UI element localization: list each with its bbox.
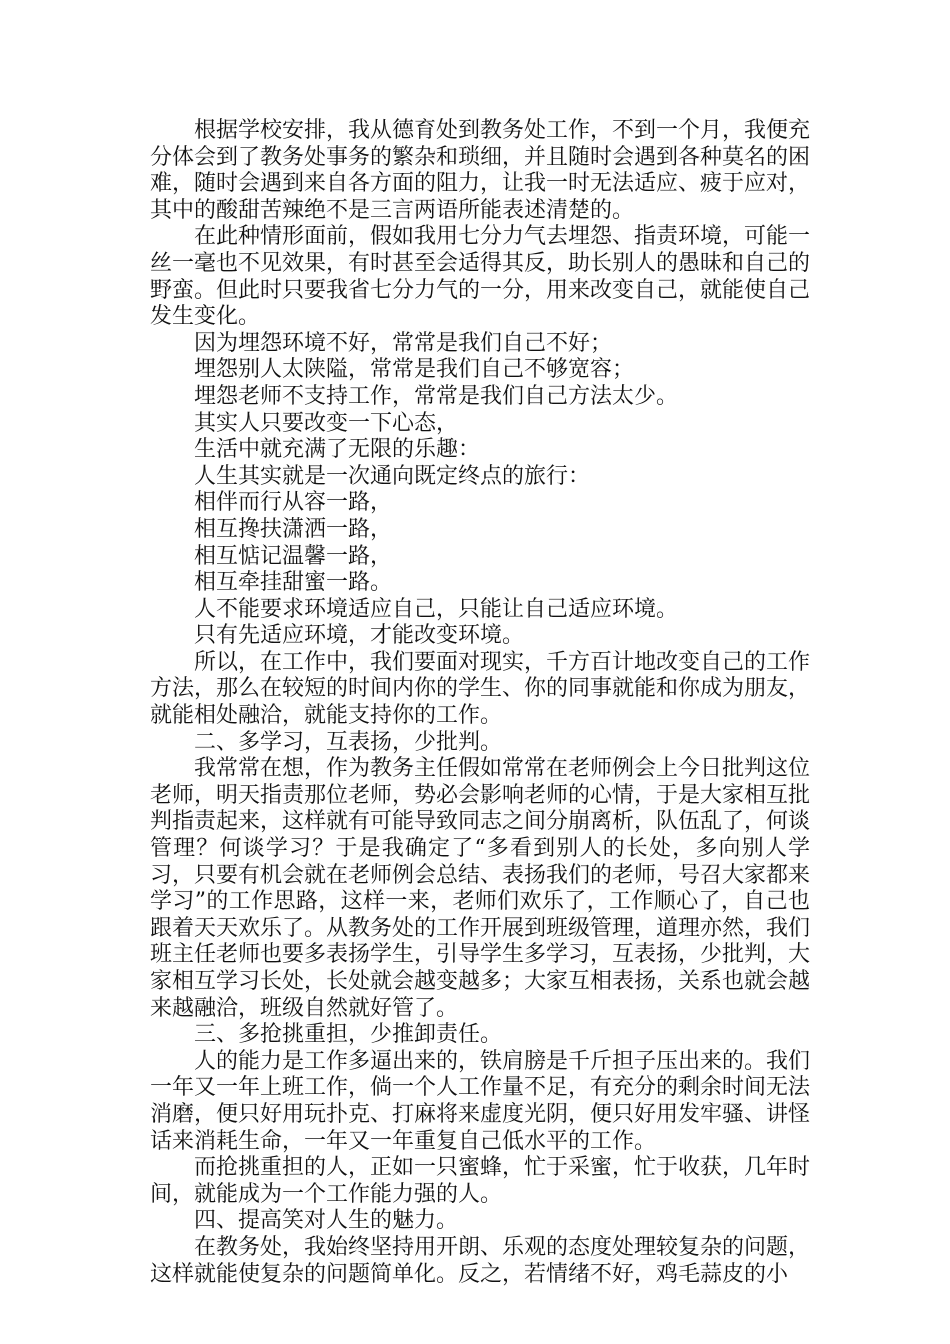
section-heading: 二、多学习，互表扬，少批判。: [194, 729, 503, 755]
paragraph: 人的能力是工作多逼出来的，铁肩膀是千斤担子压出来的。我们一年又一年上班工作，倘一个人工作量不足，有充分的剩余时间无法消磨，便只好用玩扑克、打麻将来虚度光阴，便只好用发牢骚、讲怪话来消耗生命，一年又一年重复自己低水平的工作。: [150, 1048, 811, 1154]
paragraph: 只有先适应环境，才能改变环境。: [194, 623, 525, 649]
section-heading: 四、提高笑对人生的魅力。: [194, 1208, 459, 1234]
paragraph: 人生其实就是一次通向既定终点的旅行：: [194, 463, 591, 489]
paragraph: 根据学校安排，我从德育处到教务处工作，不到一个月，我便充分体会到了教务处事务的繁杂和琐细，并且随时会遇到各种莫名的困难，随时会遇到来自各方面的阻力，让我一时无法适应、疲于应对，其中的酸甜苦辣绝不是三言两语所能表述清楚的。: [150, 118, 811, 223]
paragraph: 所以，在工作中，我们要面对现实，千方百计地改变自己的工作方法，那么在较短的时间内你的学生、你的同事就能和你成为朋友，就能相处融洽，就能支持你的工作。: [150, 649, 811, 729]
paragraph: 埋怨老师不支持工作，常常是我们自己方法太少。: [194, 383, 679, 409]
paragraph: 相互惦记温馨一路，: [194, 543, 393, 569]
paragraph: 而抢挑重担的人，正如一只蜜蜂，忙于采蜜，忙于收获，几年时间，就能成为一个工作能力强的人。: [150, 1155, 811, 1207]
paragraph: 我常常在想，作为教务主任假如常常在老师例会上今日批判这位老师，明天指责那位老师，势必会影响老师的心情，于是大家相互批判指责起来，这样就有可能导致同志之间分崩离析，队伍乱了，何谈管理？何谈学习？于是我确定了“多看到别人的长处，多向别人学习，只要有机会就在老师例会总结、表扬我们的老师，号召大家都来学习”的工作思路，这样一来，老师们欢乐了，工作顺心了，自己也跟着天天欢乐了。从教务处的工作开展到班级管理，道理亦然，我们班主任老师也要多表扬学生，引导学生多学习，互表扬，少批判，大家相互学习长处，长处就会越变越多；大家互相表扬，关系也就会越来越融洽，班级自然就好管了。: [150, 756, 811, 1021]
paragraph: 埋怨别人太陕隘，常常是我们自己不够宽容；: [194, 357, 635, 383]
paragraph: 人不能要求环境适应自己，只能让自己适应环境。: [194, 596, 679, 622]
document-body: [150, 118, 810, 1288]
paragraph: 相互牵挂甜蜜一路。: [194, 570, 393, 596]
paragraph: 在教务处，我始终坚持用开朗、乐观的态度处理较复杂的问题，这样就能使复杂的问题简单化。反之，若情绪不好，鸡毛蒜皮的小: [150, 1234, 811, 1287]
section-heading: 三、多抢挑重担，少推卸责任。: [194, 1022, 503, 1048]
paragraph: 其实人只要改变一下心态，: [194, 410, 459, 436]
paragraph: 生活中就充满了无限的乐趣：: [194, 437, 481, 463]
paragraph: 相互搀扶潇洒一路，: [194, 516, 393, 542]
paragraph: 在此种情形面前，假如我用七分力气去埋怨、指责环境，可能一丝一毫也不见效果，有时甚至会适得其反，助长别人的愚昧和自己的野蛮。但此时只要我省七分力气的一分，用来改变自己，就能使自己发生变化。: [150, 224, 811, 330]
paragraph: 因为埋怨环境不好，常常是我们自己不好；: [194, 330, 613, 356]
paragraph: 相伴而行从容一路，: [194, 490, 393, 516]
